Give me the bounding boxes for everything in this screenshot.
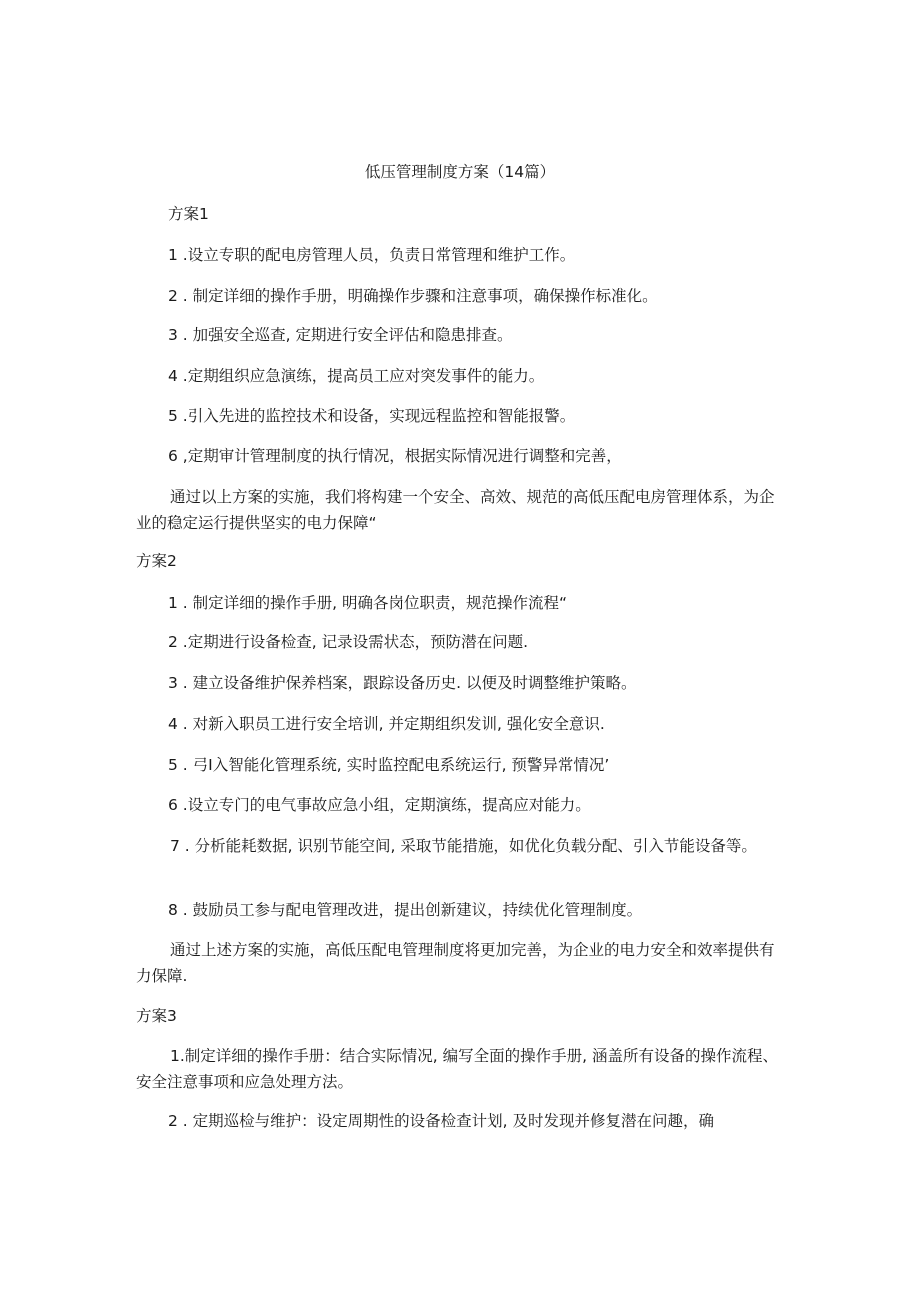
list-item: 6 .设立专门的电气事故应急小组，定期演练，提高应对能力。 [168,796,591,814]
section-summary-2: 通过上述方案的实施，高低压配电管理制度将更加完善，为企业的电力安全和效率提供有力保障. [136,941,775,985]
list-item: 7 . 分析能耗数据, 识别节能空间, 采取节能措施，如优化负载分配、引入节能设备等。 [170,837,757,855]
list-item: 2 . 制定详细的操作手册，明确操作步骤和注意事项，确保操作标准化。 [168,287,658,305]
list-item: 8 . 鼓励员工参与配电管理改进，提出创新建议，持续优化管理制度。 [168,901,643,919]
list-item: 2 . 定期巡检与维护：设定周期性的设备检查计划, 及时发现并修复潜在问趣，确 [168,1112,714,1130]
section-heading-3: 方案3 [136,1007,177,1025]
section-heading-1: 方案1 [168,205,209,223]
section-summary-1: 通过以上方案的实施，我们将构建一个安全、高效、规范的高低压配电房管理体系，为企业的稳定运行提供坚实的电力保障“ [136,488,775,532]
document-title: 低压管理制度方案（14篇） [364,163,556,181]
list-item: 1 . 制定详细的操作手册, 明确各岗位职责，规范操作流程“ [168,594,568,612]
list-item: 4 . 对新入职员工进行安全培训, 并定期组织发训, 强化安全意识. [168,715,605,733]
list-item: 1 .设立专职的配电房管理人员，负责日常管理和维护工作。 [168,246,576,264]
list-item: 3 . 建立设备维护保养档案，跟踪设备历史. 以便及时调整维护策略。 [168,674,637,692]
list-item: 6 ,定期审计管理制度的执行情况，根据实际情况进行调整和完善， [168,447,622,465]
list-item: 5 . 弓I入智能化管理系统, 实时监控配电系统运行, 预警异常情况’ [168,756,610,774]
list-item: 5 .引入先进的监控技术和设备，实现远程监控和智能报警。 [168,407,576,425]
list-item: 4 .定期组织应急演练，提高员工应对突发事件的能力。 [168,367,545,385]
list-item: 1.制定详细的操作手册：结合实际情况, 编写全面的操作手册, 涵盖所有设备的操作流程、安全注意事项和应急处理方法。 [136,1047,778,1091]
list-item: 2 .定期进行设备检查, 记录设需状态，预防潜在问题. [168,633,528,651]
section-heading-2: 方案2 [136,552,177,570]
list-item: 3 . 加强安全巡查, 定期进行安全评估和隐患排查。 [168,326,513,344]
